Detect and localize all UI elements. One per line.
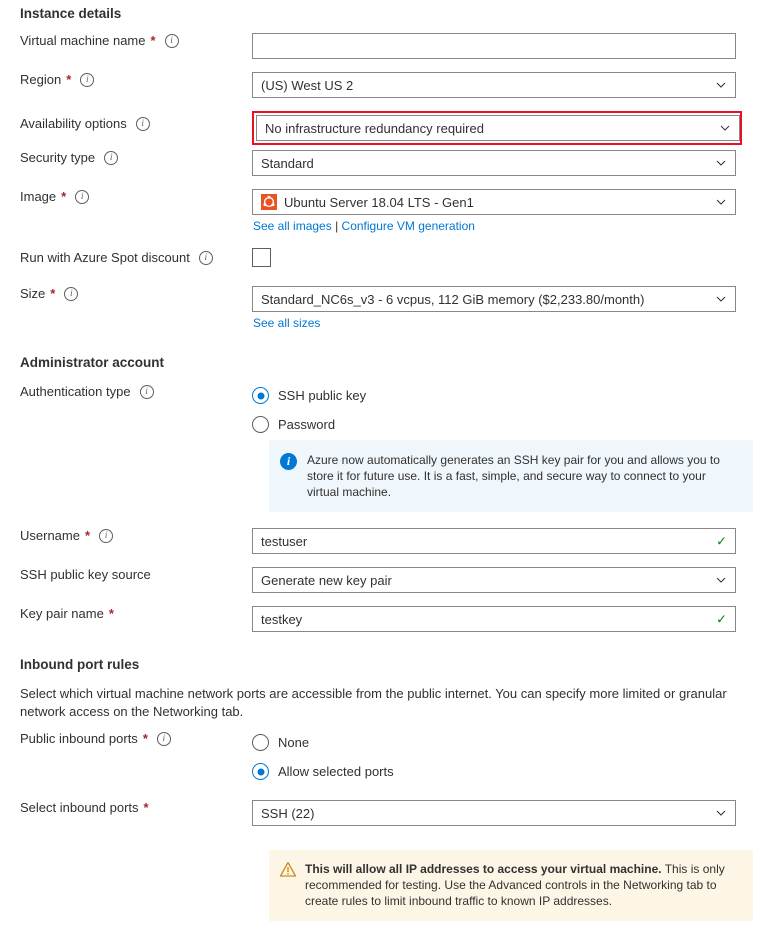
checkmark-icon: ✓ [716, 611, 727, 627]
vm-name-label [0, 33, 252, 49]
required-asterisk: * [84, 528, 91, 543]
field-row-key-source [0, 567, 763, 593]
info-icon: i [280, 453, 297, 470]
image-value: Ubuntu Server 18.04 LTS - Gen1 [284, 194, 474, 210]
required-asterisk: * [108, 606, 114, 621]
field-row-image [0, 189, 763, 233]
highlight-outline [252, 111, 742, 145]
key-source-label [0, 567, 252, 583]
chevron-down-icon [716, 197, 726, 207]
spot-discount-field-col [252, 248, 763, 267]
info-icon[interactable]: i [136, 117, 150, 131]
region-value: (US) West US 2 [261, 77, 354, 93]
administrator-account-heading [20, 355, 164, 370]
chevron-down-icon [716, 158, 726, 168]
select-inbound-ports-dropdown[interactable] [252, 800, 736, 826]
info-icon[interactable]: i [199, 251, 213, 265]
image-label [0, 189, 252, 205]
info-icon[interactable]: i [64, 287, 78, 301]
security-type-value: Standard [261, 155, 314, 171]
availability-label [0, 111, 252, 132]
spot-discount-label-text: Run with Azure Spot discount [20, 250, 190, 265]
availability-label-text: Availability options [20, 116, 127, 131]
info-icon[interactable]: i [157, 732, 171, 746]
checkmark-icon: ✓ [716, 533, 727, 549]
availability-value: No infrastructure redundancy required [265, 120, 484, 136]
username-label [0, 528, 252, 544]
public-inbound-ports-label [0, 731, 252, 747]
image-links [252, 219, 756, 233]
warning-text [305, 861, 741, 909]
radio-password[interactable] [252, 416, 269, 433]
inbound-port-rules-heading [20, 657, 139, 672]
auth-type-label [0, 384, 252, 400]
key-pair-name-field-col [252, 606, 763, 632]
see-all-images-link[interactable]: See all images [253, 219, 332, 233]
vm-name-label-text: Virtual machine name [20, 33, 146, 48]
inbound-description: Select which virtual machine network ports are accessible from the public internet. You can specify more limited or granular network access on the Networking tab. [20, 686, 727, 719]
key-source-label-text: SSH public key source [20, 567, 151, 582]
key-source-value: Generate new key pair [261, 572, 392, 588]
size-label [0, 286, 252, 302]
see-all-sizes-link[interactable]: See all sizes [253, 316, 321, 330]
username-input[interactable] [252, 528, 736, 554]
security-type-label-text: Security type [20, 150, 96, 165]
field-row-select-inbound-ports [0, 800, 763, 826]
auth-type-option-password[interactable] [252, 413, 756, 436]
vm-name-field-col [252, 33, 763, 59]
info-icon[interactable]: i [99, 529, 113, 543]
radio-ssh-public-key[interactable] [252, 387, 269, 404]
public-inbound-ports-label-text: Public inbound ports [20, 731, 138, 746]
region-label [0, 72, 252, 88]
field-row-spot-discount [0, 248, 763, 267]
region-label-text: Region [20, 72, 62, 87]
radio-none[interactable] [252, 734, 269, 751]
size-field-col [252, 286, 763, 330]
ssh-info-text: Azure now automatically generates an SSH key pair for you and allows you to store it for future use. It is a fast, simple, and secure way to connect to your virtual machine. [307, 453, 720, 499]
warning-text-strong: This will allow all IP addresses to access your virtual machine. [305, 862, 662, 876]
key-pair-name-label-text: Key pair name [20, 606, 104, 621]
availability-dropdown[interactable] [256, 115, 740, 141]
key-pair-name-value: testkey [261, 611, 303, 627]
key-pair-name-label [0, 606, 252, 622]
auth-type-option-label: SSH public key [278, 388, 367, 403]
region-dropdown[interactable] [252, 72, 736, 98]
info-icon[interactable]: i [104, 151, 118, 165]
field-row-security-type [0, 150, 763, 176]
warning-banner [269, 850, 753, 921]
instance-details-heading [20, 6, 121, 21]
required-asterisk: * [142, 731, 148, 746]
auth-type-option-ssh[interactable] [252, 384, 756, 407]
info-icon[interactable]: i [80, 73, 94, 87]
username-label-text: Username [20, 528, 80, 543]
public-inbound-ports-field-col [252, 731, 763, 783]
public-inbound-option-label: Allow selected ports [278, 764, 394, 779]
image-label-text: Image [20, 189, 57, 204]
ssh-info-banner [269, 440, 753, 512]
section-title: Inbound port rules [20, 657, 140, 672]
required-asterisk: * [50, 286, 56, 301]
size-label-text: Size [20, 286, 46, 301]
select-inbound-ports-label [0, 800, 252, 816]
radio-allow-selected-ports[interactable] [252, 763, 269, 780]
security-type-field-col [252, 150, 763, 176]
username-field-col [252, 528, 763, 554]
username-value: testuser [261, 533, 308, 549]
chevron-down-icon [716, 575, 726, 585]
chevron-down-icon [720, 123, 730, 133]
info-icon[interactable]: i [140, 385, 154, 399]
region-field-col [252, 72, 763, 98]
field-row-key-pair-name [0, 606, 763, 632]
ubuntu-logo-icon [261, 194, 277, 210]
configure-vm-generation-link[interactable]: Configure VM generation [341, 219, 475, 233]
required-asterisk: * [61, 189, 67, 204]
spot-discount-checkbox[interactable] [252, 248, 271, 267]
inbound-warning-banner [269, 850, 753, 921]
info-icon[interactable]: i [75, 190, 89, 204]
required-asterisk: * [143, 800, 149, 815]
field-row-size [0, 286, 763, 330]
field-row-region [0, 72, 763, 98]
key-source-dropdown[interactable] [252, 567, 736, 593]
field-row-username [0, 528, 763, 554]
section-title: Administrator account [20, 355, 165, 370]
warning-text-rest: This is only recommended for testing. Use the Advanced controls in the Networking tab to create rules to limit inbound traffic to known IP addresses. [305, 862, 725, 908]
chevron-down-icon [716, 808, 726, 818]
size-links [252, 316, 756, 330]
auth-type-option-label: Password [278, 417, 336, 432]
key-pair-name-input[interactable] [252, 606, 736, 632]
key-source-field-col [252, 567, 763, 593]
info-icon[interactable]: i [165, 34, 179, 48]
vm-name-input[interactable] [252, 33, 736, 59]
image-dropdown[interactable] [252, 189, 736, 215]
auth-type-field-col [252, 384, 763, 436]
link-separator: | [335, 219, 339, 233]
required-asterisk: * [66, 72, 72, 87]
field-row-vm-name [0, 33, 763, 59]
warning-icon [280, 862, 296, 877]
field-row-public-inbound-ports [0, 731, 763, 783]
select-inbound-ports-label-text: Select inbound ports [20, 800, 139, 815]
field-row-auth-type [0, 384, 763, 436]
public-inbound-option-label: None [278, 735, 310, 750]
auth-type-label-text: Authentication type [20, 384, 131, 399]
field-row-availability [0, 111, 763, 145]
security-type-dropdown[interactable] [252, 150, 736, 176]
security-type-label [0, 150, 252, 166]
image-field-col [252, 189, 763, 233]
public-inbound-option-none[interactable] [252, 731, 756, 754]
spot-discount-label [0, 248, 252, 266]
section-title: Instance details [20, 6, 122, 21]
select-inbound-ports-field-col [252, 800, 763, 826]
chevron-down-icon [716, 294, 726, 304]
required-asterisk: * [150, 33, 156, 48]
size-dropdown[interactable] [252, 286, 736, 312]
select-inbound-ports-value: SSH (22) [261, 805, 315, 821]
public-inbound-option-allow-selected[interactable] [252, 760, 756, 783]
availability-field-col [252, 111, 763, 145]
size-value: Standard_NC6s_v3 - 6 vcpus, 112 GiB memory ($2,233.80/month) [261, 291, 645, 307]
info-banner [269, 440, 753, 512]
chevron-down-icon [716, 80, 726, 90]
